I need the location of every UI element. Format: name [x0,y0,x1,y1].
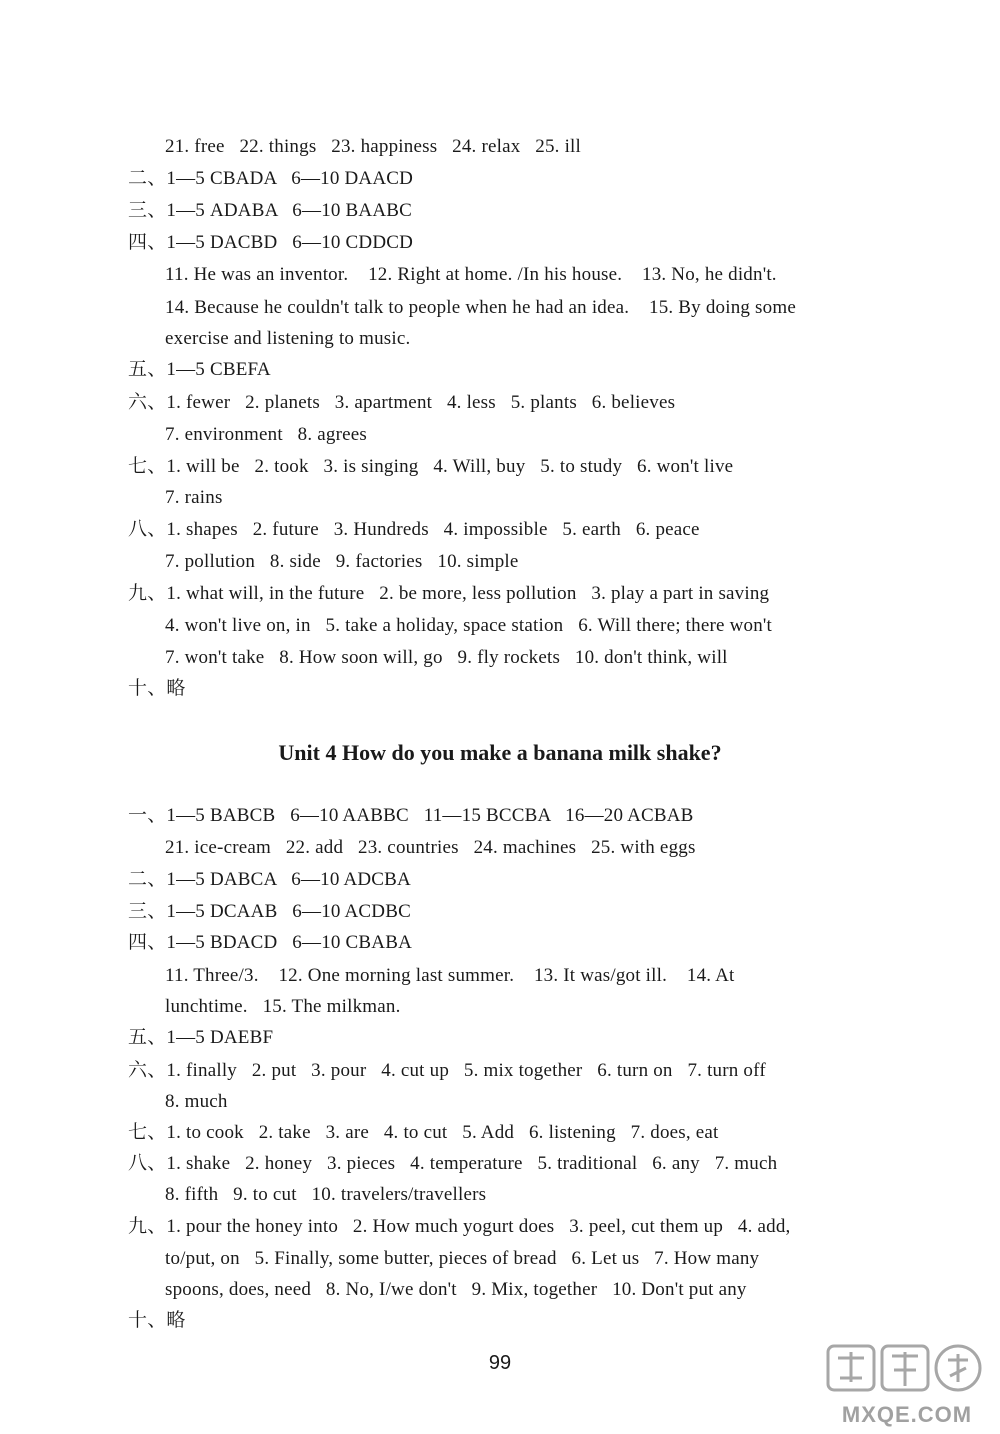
answer-line: 十、略 [128,1310,186,1331]
answer-line: 14. Because he couldn't talk to people when he had an idea. 15. By doing some [165,297,796,318]
answer-line: 4. won't live on, in 5. take a holiday, space station 6. Will there; there won't [165,615,772,636]
answer-line: to/put, on 5. Finally, some butter, pieces of bread 6. Let us 7. How many [165,1248,760,1269]
answer-line: 8. much [165,1091,228,1112]
answer-line: 二、1—5 DABCA 6—10 ADCBA [128,869,411,890]
watermark-text: MXQE.COM [841,1402,973,1427]
answer-line: 八、1. shake 2. honey 3. pieces 4. temperature 5. traditional 6. any 7. much [128,1153,778,1174]
answer-line: 8. fifth 9. to cut 10. travelers/travellers [165,1184,487,1205]
answer-line: 十、略 [128,678,186,699]
answer-line: 五、1—5 CBEFA [128,359,271,380]
answer-line: 七、1. to cook 2. take 3. are 4. to cut 5. Add 6. listening 7. does, eat [128,1122,719,1143]
answer-line: exercise and listening to music. [165,328,411,349]
answer-line: lunchtime. 15. The milkman. [165,996,401,1017]
answer-line: 六、1. finally 2. put 3. pour 4. cut up 5. mix together 6. turn on 7. turn off [128,1060,766,1081]
answer-line: 八、1. shapes 2. future 3. Hundreds 4. impossible 5. earth 6. peace [128,519,700,540]
answer-line: 11. Three/3. 12. One morning last summer. 13. It was/got ill. 14. At [165,965,735,986]
answer-line: 六、1. fewer 2. planets 3. apartment 4. less 5. plants 6. believes [128,392,676,413]
answer-line: 三、1—5 ADABA 6—10 BAABC [128,200,413,221]
answer-line: 21. ice-cream 22. add 23. countries 24. machines 25. with eggs [165,837,696,858]
answer-line: 九、1. pour the honey into 2. How much yogurt does 3. peel, cut them up 4. add, [128,1216,791,1237]
answer-line: 7. environment 8. agrees [165,424,368,445]
answer-line: 三、1—5 DCAAB 6—10 ACDBC [128,901,411,922]
answer-line: 九、1. what will, in the future 2. be more, less pollution 3. play a part in saving [128,583,770,604]
page-number: 99 [488,1352,512,1374]
answer-line: 七、1. will be 2. took 3. is singing 4. Will, buy 5. to study 6. won't live [128,456,734,477]
answer-line: 11. He was an inventor. 12. Right at home. /In his house. 13. No, he didn't. [165,264,777,285]
answer-line: spoons, does, need 8. No, I/we don't 9. Mix, together 10. Don't put any [165,1279,747,1300]
unit-title: Unit 4 How do you make a banana milk shake? [278,740,722,765]
answer-line: 7. rains [165,487,223,508]
answer-line: 7. pollution 8. side 9. factories 10. simple [165,551,519,572]
answer-line: 21. free 22. things 23. happiness 24. relax 25. ill [165,136,582,157]
answer-line: 二、1—5 CBADA 6—10 DAACD [128,168,414,189]
answer-line: 7. won't take 8. How soon will, go 9. fly rockets 10. don't think, will [165,647,728,668]
answer-line: 五、1—5 DAEBF [128,1027,274,1048]
answer-line: 一、1—5 BABCB 6—10 AABBC 11—15 BCCBA 16—20 ACBAB [128,805,694,826]
answer-line: 四、1—5 BDACD 6—10 CBABA [128,932,413,953]
watermark-logo [820,1340,995,1430]
answer-line: 四、1—5 DACBD 6—10 CDDCD [128,232,414,253]
